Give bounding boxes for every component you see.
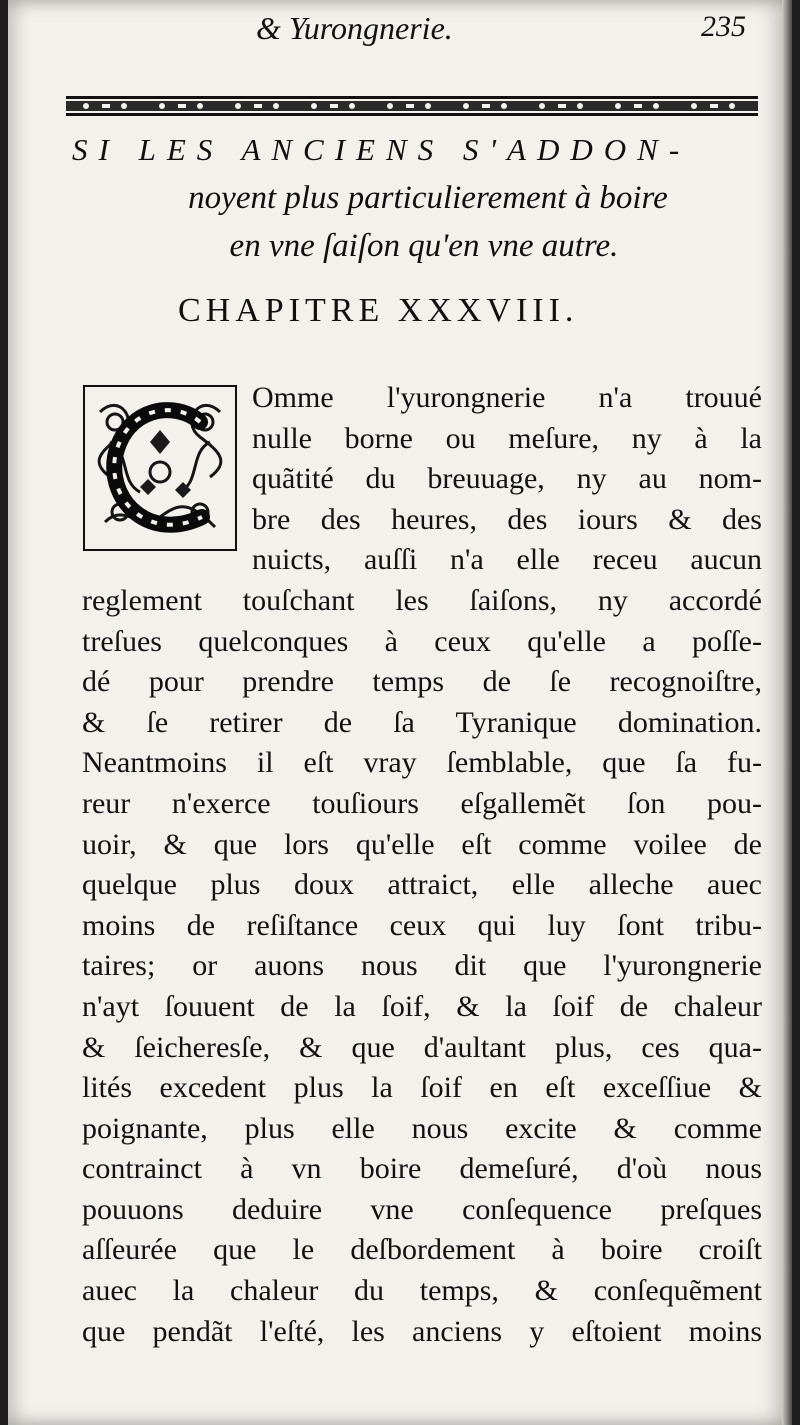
body-line: aſſeurée que le deſbordement à boire croiſt (82, 1233, 762, 1267)
body-line: quãtité du breuuage, ny au nom- (252, 462, 762, 496)
body-line: nuicts, auſſi n'a elle receu aucun (252, 543, 762, 577)
body-line: Omme l'yurongnerie n'a trouué (252, 381, 762, 414)
book-page (8, 0, 792, 1425)
body-line: nulle borne ou meſure, ny à la (252, 421, 762, 455)
body-line: reur n'exerce touſiours eſgallemẽt ſon pou- (82, 786, 762, 820)
body-line: uoir, & que lors qu'elle eſt comme voilee de (82, 827, 762, 861)
page-gutter-shadow (782, 0, 792, 1425)
heading-line-1: SI LES ANCIENS S'ADDON- (72, 132, 691, 167)
body-line: que pendãt l'eſté, les anciens y eſtoient moins (82, 1314, 762, 1348)
page-number: 235 (701, 10, 746, 43)
body-line: n'ayt ſouuent de la ſoif, & la ſoif de chaleur (82, 989, 762, 1023)
body-text (82, 378, 762, 1352)
body-line: reglement touſchant les ſaiſons, ny accordé (82, 583, 762, 617)
body-line: pouuons deduire vne conſequence preſques (82, 1192, 762, 1226)
body-line: & ſeicheresſe, & que d'aultant plus, ces qua- (82, 1030, 762, 1064)
body-line: quelque plus doux attraict, elle alleche auec (82, 868, 762, 902)
body-line: auec la chaleur du temps, & conſequẽment (82, 1274, 762, 1308)
running-head (8, 6, 792, 46)
body-line: treſues quelconques à ceux qu'elle a poſſe- (82, 624, 762, 658)
body-line: contrainct à vn boire demeſuré, d'où nous (82, 1152, 762, 1186)
body-line: poignante, plus elle nous excite & comme (82, 1111, 762, 1145)
body-line: Neantmoins il eſt vray ſemblable, que ſa fu- (82, 746, 762, 780)
heading-line-3: en vne ſaiſon qu'en vne autre. (229, 228, 619, 264)
body-line: taires; or auons nous dit que l'yurongnerie (82, 949, 762, 983)
body-line: lités excedent plus la ſoif en eſt exceſſiue & (82, 1071, 762, 1105)
body-line: & ſe retirer de ſa Tyranique domination. (82, 705, 762, 739)
chapter-title: CHAPITRE XXXVIII. (178, 292, 579, 329)
body-line: dé pour prendre temps de ſe recognoiſtre, (82, 665, 762, 699)
section-heading (68, 126, 758, 270)
header-ornament-band (66, 94, 758, 118)
body-line: moins de reſiſtance ceux qui luy ſont tribu- (82, 908, 762, 942)
heading-line-2: noyent plus particulierement à boire (188, 180, 668, 216)
running-title: & Yurongnerie. (256, 10, 453, 46)
body-line: bre des heures, des iours & des (252, 502, 762, 536)
